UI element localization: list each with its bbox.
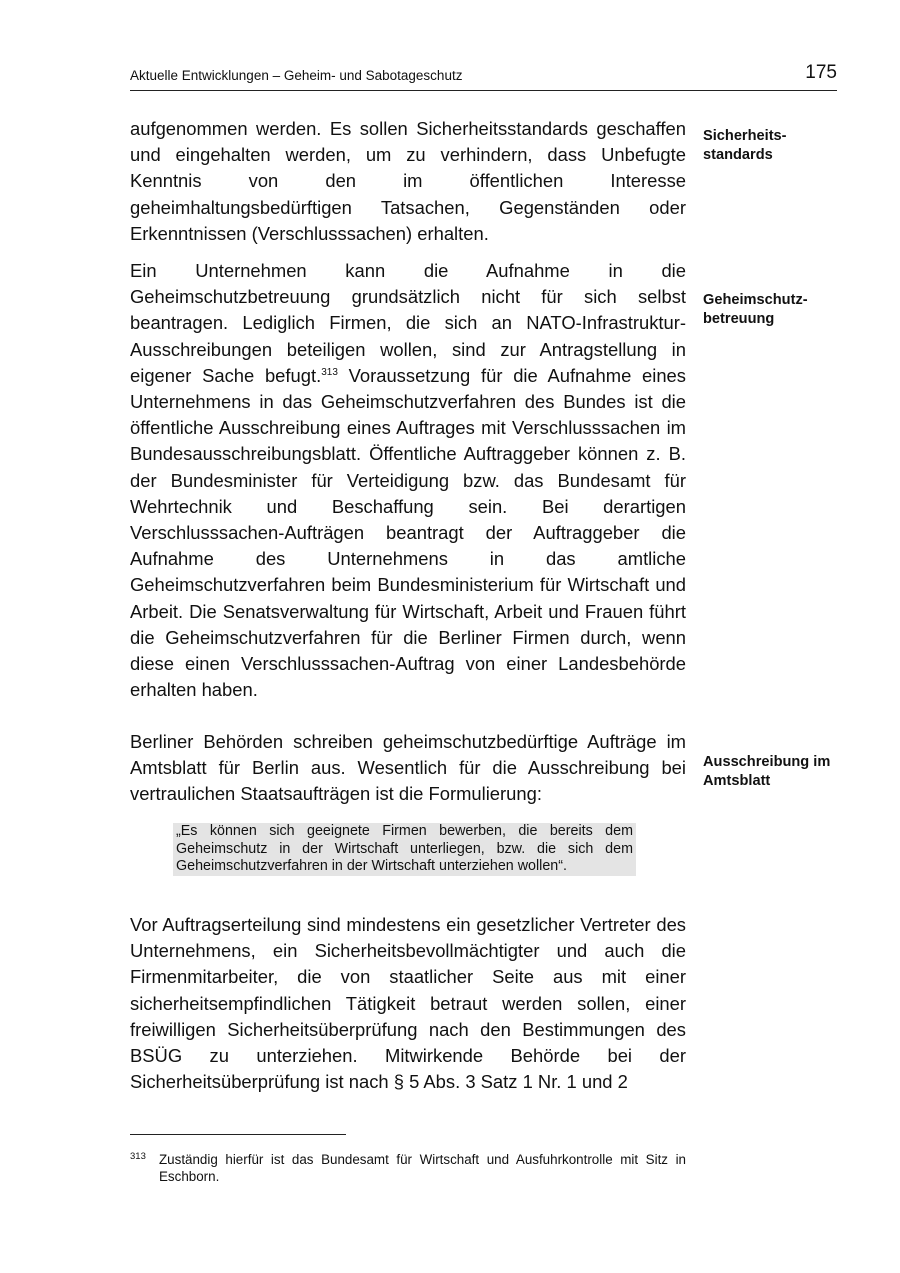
paragraph-1: aufgenommen werden. Es sollen Sicherheitsstandards geschaffen und eingehalten werden, um zu verhindern, dass Unbefugte Kenntnis von den im öffentlichen Interesse geheimhaltungsbedürftigen Tatsachen, Gegenständen oder Erkenntnissen (Verschlusssachen) erhalten. xyxy=(130,118,686,244)
margin-note-sicherheitsstandards xyxy=(703,127,853,165)
margin-note-line: Amtsblatt xyxy=(703,773,771,789)
quoted-wording: „Es können sich geeignete Firmen bewerben, die bereits dem Geheimschutz in der Wirtschaft unterliegen, bzw. die sich dem Geheimschutzverfahren in der Wirtschaft unterziehen wollen“. xyxy=(173,823,636,876)
margin-note-geheimschutzbetreuung xyxy=(703,291,853,329)
margin-note-line: standards xyxy=(703,147,773,163)
footnote-number: 313 xyxy=(130,1151,146,1162)
margin-note-line: betreuung xyxy=(703,311,775,327)
margin-note-line: Sicherheits- xyxy=(703,128,787,144)
paragraph-3: Berliner Behörden schreiben geheimschutzbedürftige Aufträge im Amtsblatt für Berlin aus. Wesentlich für die Ausschreibung bei vertraulichen Staatsaufträgen ist die Formulierung: xyxy=(130,731,686,805)
margin-note-line: Ausschreibung im xyxy=(703,754,831,770)
paragraph-4: Vor Auftragserteilung sind mindestens ein gesetzlicher Vertreter des Unternehmens, ein Sicherheitsbevollmächtigter und auch die Firmenmitarbeiter, die von staatlicher Seite aus mit einer sicherheitsempfindlichen Tätigkeit betraut werden sollen, einer freiwilligen Sicherheitsüberprüfung nach den Bestimmungen des BSÜG zu unterziehen. Mitwirkende Behörde bei der Sicherheitsüberprüfung ist nach § 5 Abs. 3 Satz 1 Nr. 1 und 2 xyxy=(130,914,686,1093)
footnote-reference[interactable]: 313 xyxy=(321,366,338,378)
footnote-text: Zuständig hierfür ist das Bundesamt für Wirtschaft und Ausfuhrkontrolle mit Sitz in Eschborn. xyxy=(159,1152,686,1184)
paragraph-2-text-a: Ein Unternehmen kann die Aufnahme in die Geheimschutzbetreuung grundsätzlich nicht für sich selbst beantragen. Lediglich Firmen, die sich an NATO-Infrastruktur-Ausschreibungen beteiligen wollen, sind zur Antragstellung in eigener Sache befugt. xyxy=(130,260,686,386)
page-number: 175 xyxy=(805,62,837,83)
margin-note-ausschreibung xyxy=(703,753,853,791)
paragraph-2 xyxy=(130,258,686,703)
footnote-separator xyxy=(130,1134,346,1135)
paragraph-2-text-b: Voraussetzung für die Aufnahme eines Unternehmens in das Geheimschutzverfahren des Bundes ist die öffentliche Ausschreibung eines Auftrages mit Verschlusssachen im Bundesausschreibungsblatt. Öffentliche Auftraggeber können z. B. der Bundesminister für Verteidigung bzw. das Bundesamt für Wehrtechnik und Beschaffung sein. Bei derartigen Verschlusssachen-Aufträgen beantragt der Auftraggeber die Aufnahme des Unternehmens in das amtliche Geheimschutzverfahren beim Bundesministerium für Wirtschaft und Arbeit. Die Senatsverwaltung für Wirtschaft, Arbeit und Frauen führt die Geheimschutzverfahren für die Berliner Firmen durch, wenn diese einen Verschlusssachen-Auftrag von einer Landesbehörde erhalten haben. xyxy=(130,364,686,701)
running-header xyxy=(130,62,837,91)
header-title: Aktuelle Entwicklungen – Geheim- und Sabotageschutz xyxy=(130,68,463,83)
margin-note-line: Geheimschutz- xyxy=(703,292,808,308)
